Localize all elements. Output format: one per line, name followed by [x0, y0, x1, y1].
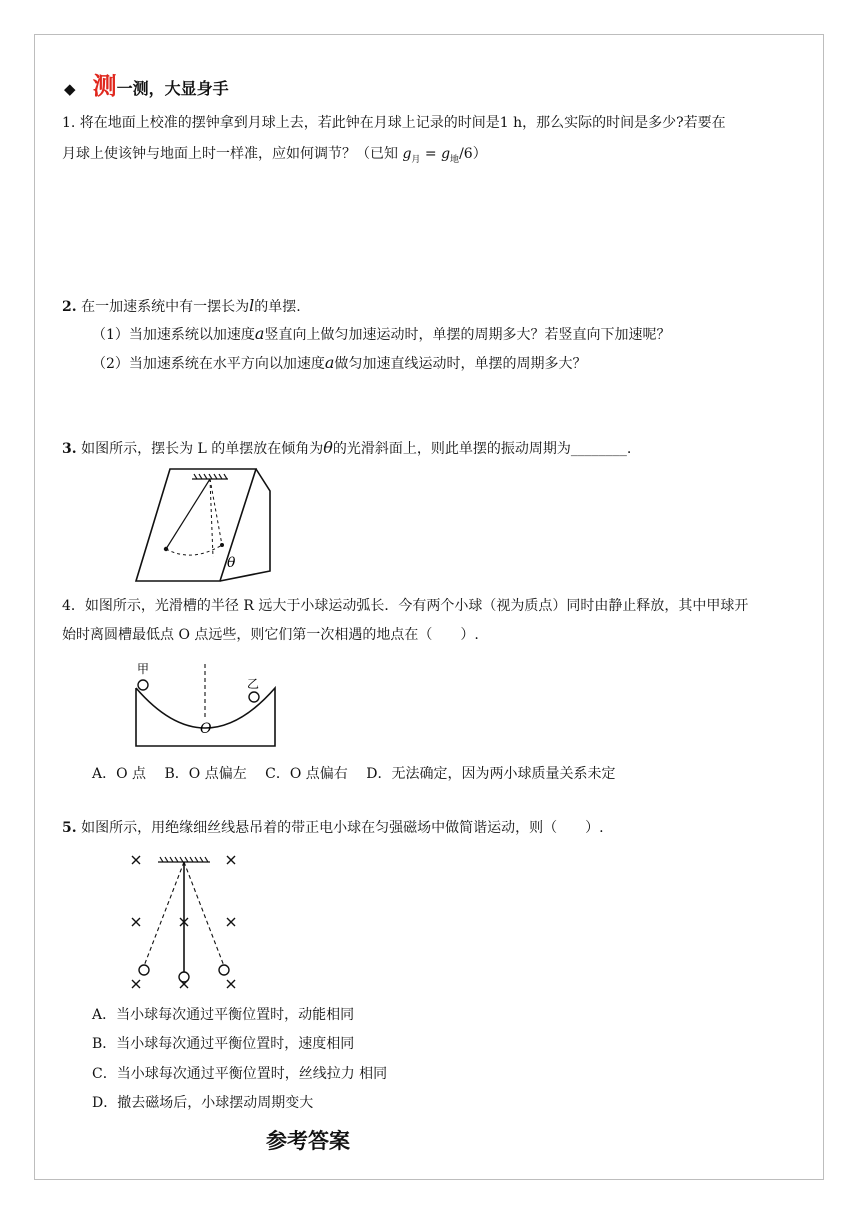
q4-options	[92, 764, 616, 784]
q5-stem	[62, 818, 604, 838]
q5-option-a: A．当小球每次通过平衡位置时，动能相同	[92, 1007, 355, 1023]
groove-figure	[130, 658, 280, 750]
section-header	[64, 66, 229, 101]
close-paren: ）	[472, 146, 487, 162]
g-symbol-2: g	[441, 146, 451, 162]
ball-yi	[249, 692, 259, 702]
q2-sub1-post: 竖直向上做匀加速运动时，单摆的周期多大？若竖直向下加速呢？	[264, 327, 671, 343]
q1-line2	[62, 144, 487, 170]
pendulum-string	[166, 479, 210, 549]
q3-stem	[62, 438, 631, 459]
q2-sub2-pre: （2）当加速系统在水平方向以加速度	[92, 356, 325, 372]
divide-six: /6	[459, 146, 473, 162]
header-text: 一测，大显身手	[116, 79, 229, 98]
ball-jia	[138, 680, 148, 690]
pendulum-bob	[164, 547, 168, 551]
q5-option-c: C．当小球每次通过平衡位置时，丝线拉力 相同	[92, 1066, 388, 1082]
q2-stem-pre: 在一加速系统中有一摆长为	[81, 299, 250, 315]
q3-stem-pre: 如图所示，摆长为 L 的单摆放在倾角为	[81, 441, 324, 457]
sub-earth: 地	[450, 154, 460, 165]
pendulum-bob-right	[220, 543, 224, 547]
q4-option-a: A．O 点	[92, 766, 147, 782]
q5-option-d: D．撤去磁场后，小球摆动周期变大	[92, 1095, 314, 1111]
theta-symbol: θ	[323, 438, 333, 457]
incline-face	[136, 469, 256, 581]
g-symbol: g	[402, 146, 412, 162]
string-right	[184, 862, 224, 966]
q2-sub2	[92, 353, 586, 374]
q2-number: 2.	[62, 299, 77, 315]
q4-option-d: D．无法确定，因为两小球质量关系未定	[366, 766, 616, 782]
q4-line1: 4．如图所示，光滑槽的半径 R 远大于小球运动弧长．今有两个小球（视为质点）同时由静止释放，其中甲球开	[62, 598, 749, 614]
q2-sub2-post: 做匀加速直线运动时，单摆的周期多大？	[334, 356, 587, 372]
ceiling-hatch	[192, 474, 228, 479]
l-symbol: l	[249, 296, 255, 315]
string-left	[144, 862, 184, 966]
label-yi: 乙	[247, 677, 260, 691]
q3-number: 3.	[62, 441, 77, 457]
q1-line2-text: 月球上使该钟与地面上时一样准，应如何调节？（已知	[62, 146, 398, 162]
q5-option-b: B．当小球每次通过平衡位置时，速度相同	[92, 1036, 355, 1052]
equals: =	[420, 146, 442, 162]
q3-stem-post: 的光滑斜面上，则此单摆的振动周期为________.	[332, 441, 632, 457]
q4-option-b: B．O 点偏左	[164, 766, 247, 782]
q4-line2: 始时离圆槽最低点 O 点远些，则它们第一次相遇的地点在（ ）.	[62, 627, 479, 643]
ceiling-hatch-2	[158, 857, 210, 862]
incline-theta-label: θ	[227, 555, 236, 571]
ball-right	[219, 965, 229, 975]
diamond-bullet-icon: ◆	[64, 80, 76, 98]
swing-arc	[166, 545, 222, 555]
label-o: O	[200, 721, 212, 737]
a-symbol: a	[254, 324, 265, 343]
magnetic-pendulum-figure	[125, 848, 245, 994]
equilibrium-line	[210, 479, 213, 557]
ball-left	[139, 965, 149, 975]
q2-sub1-pre: （1）当加速系统以加速度	[92, 327, 255, 343]
ball-center	[179, 972, 189, 982]
header-emphasis-char: 测	[92, 72, 117, 100]
q2-stem-post: 的单摆.	[254, 299, 301, 315]
q1-line1: 1. 将在地面上校准的摆钟拿到月球上去，若此钟在月球上记录的时间是1 h，那么实际的时间是多少?若要在	[62, 115, 726, 131]
a-symbol-2: a	[324, 353, 335, 372]
q5-stem-text: 如图所示，用绝缘细丝线悬吊着的带正电小球在匀强磁场中做简谐运动，则（ ）.	[81, 820, 604, 836]
sub-moon: 月	[411, 154, 421, 165]
q5-number: 5.	[62, 820, 77, 836]
q2-sub1	[92, 324, 670, 345]
label-jia: 甲	[137, 662, 150, 676]
q2-stem	[62, 296, 301, 317]
answer-title: 参考答案	[266, 1129, 350, 1153]
q4-option-c: C．O 点偏右	[265, 766, 348, 782]
incline-pendulum-figure	[130, 465, 280, 585]
